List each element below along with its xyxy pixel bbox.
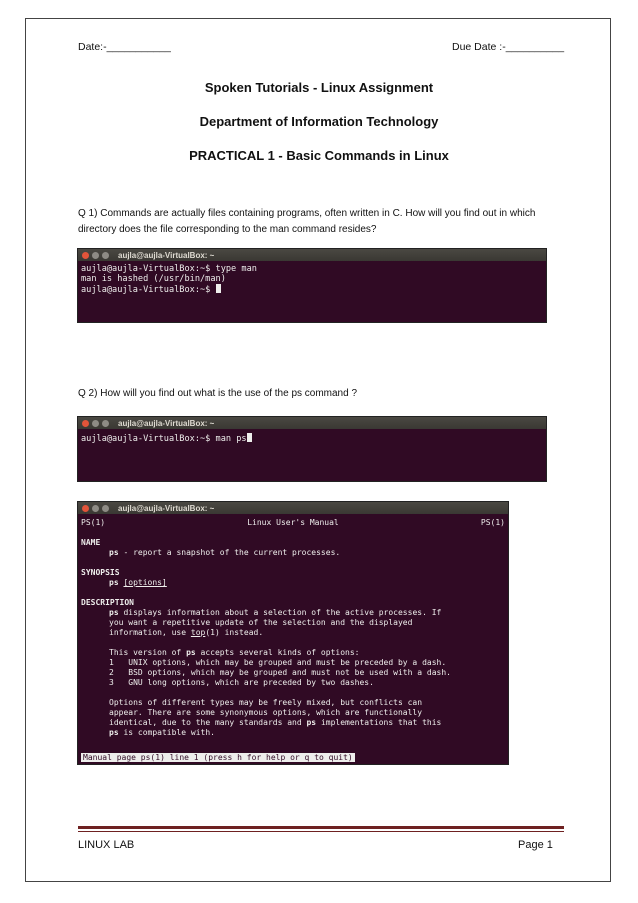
terminal-screenshot-ps-manpage: [78, 502, 508, 764]
manpage-heading-name: NAME: [81, 538, 101, 547]
manpage-desc-line: Options of different types may be freely mixed, but conflicts can: [109, 698, 423, 707]
question-1: Q 1) Commands are actually files containing programs, often written in C. How will you find out in which directory does the file corresponding to the man command resides?: [78, 208, 536, 235]
terminal-screenshot-type-man: [78, 249, 546, 322]
close-icon: [82, 420, 89, 427]
cursor: [247, 433, 252, 442]
manpage-desc-line: appear. There are some synonymous options, which are functionally: [109, 708, 423, 717]
terminal-titlebar: [78, 249, 546, 261]
manpage-option-line: 3 GNU long options, which are preceded by two dashes.: [109, 678, 374, 687]
practical-title: PRACTICAL 1 - Basic Commands in Linux: [189, 148, 449, 163]
cursor: [216, 284, 221, 293]
manpage-section-left: PS(1): [81, 518, 106, 527]
manpage-desc-line: ps is compatible with.: [109, 728, 215, 737]
manpage-status: Manual page ps(1) line 1 (press h for help or q to quit): [83, 753, 353, 762]
maximize-icon: [102, 252, 109, 259]
footer-course: LINUX LAB: [78, 839, 135, 851]
department-title: Department of Information Technology: [199, 114, 439, 129]
manpage-synopsis-line: ps [options]: [109, 578, 167, 587]
manpage-desc-line: information, use top(1) instead.: [109, 628, 264, 637]
terminal-title: aujla@aujla-VirtualBox: ~: [118, 418, 215, 428]
footer-page-number: Page 1: [518, 839, 553, 851]
manpage-desc-line: ps displays information about a selection of the active processes. If: [109, 608, 442, 617]
manpage-option-line: 1 UNIX options, which may be grouped and must be preceded by a dash.: [109, 658, 447, 667]
manpage-desc-line: This version of ps accepts several kinds of options:: [109, 648, 360, 657]
manpage-heading-synopsis: SYNOPSIS: [81, 568, 120, 577]
minimize-icon: [92, 505, 99, 512]
due-date-field: Due Date :-__________: [452, 41, 565, 53]
terminal-line: aujla@aujla-VirtualBox:~$ type man: [81, 264, 257, 274]
maximize-icon: [102, 505, 109, 512]
manpage-header: [81, 518, 505, 528]
terminal-titlebar: [78, 417, 546, 429]
manpage-section-right: PS(1): [480, 518, 505, 527]
minimize-icon: [92, 252, 99, 259]
minimize-icon: [92, 420, 99, 427]
manpage-desc-line: you want a repetitive update of the selection and the displayed: [109, 618, 413, 627]
terminal-title: aujla@aujla-VirtualBox: ~: [118, 250, 215, 260]
manpage-title: Linux User's Manual: [247, 518, 339, 527]
terminal-titlebar: [78, 502, 508, 514]
footer-divider: [78, 826, 564, 829]
terminal-line: aujla@aujla-VirtualBox:~$ man ps: [78, 433, 546, 444]
footer-divider: [78, 831, 564, 832]
close-icon: [82, 252, 89, 259]
manpage-heading-description: DESCRIPTION: [81, 598, 134, 607]
terminal-line: aujla@aujla-VirtualBox:~$: [78, 284, 546, 295]
terminal-line: man is hashed (/usr/bin/man): [81, 274, 226, 285]
date-field: Date:-___________: [78, 41, 171, 53]
terminal-title: aujla@aujla-VirtualBox: ~: [118, 503, 215, 513]
question-2: Q 2) How will you find out what is the use of the ps command ?: [78, 388, 358, 399]
manpage-desc-line: identical, due to the many standards and ps implementations that this: [109, 718, 442, 727]
manpage-option-line: 2 BSD options, which may be grouped and must not be used with a dash.: [109, 668, 451, 677]
close-icon: [82, 505, 89, 512]
assignment-title: Spoken Tutorials - Linux Assignment: [204, 80, 434, 95]
maximize-icon: [102, 420, 109, 427]
manpage-content: [78, 514, 508, 738]
terminal-screenshot-man-ps: [78, 417, 546, 481]
manpage-name-line: ps - report a snapshot of the current processes.: [109, 548, 341, 557]
